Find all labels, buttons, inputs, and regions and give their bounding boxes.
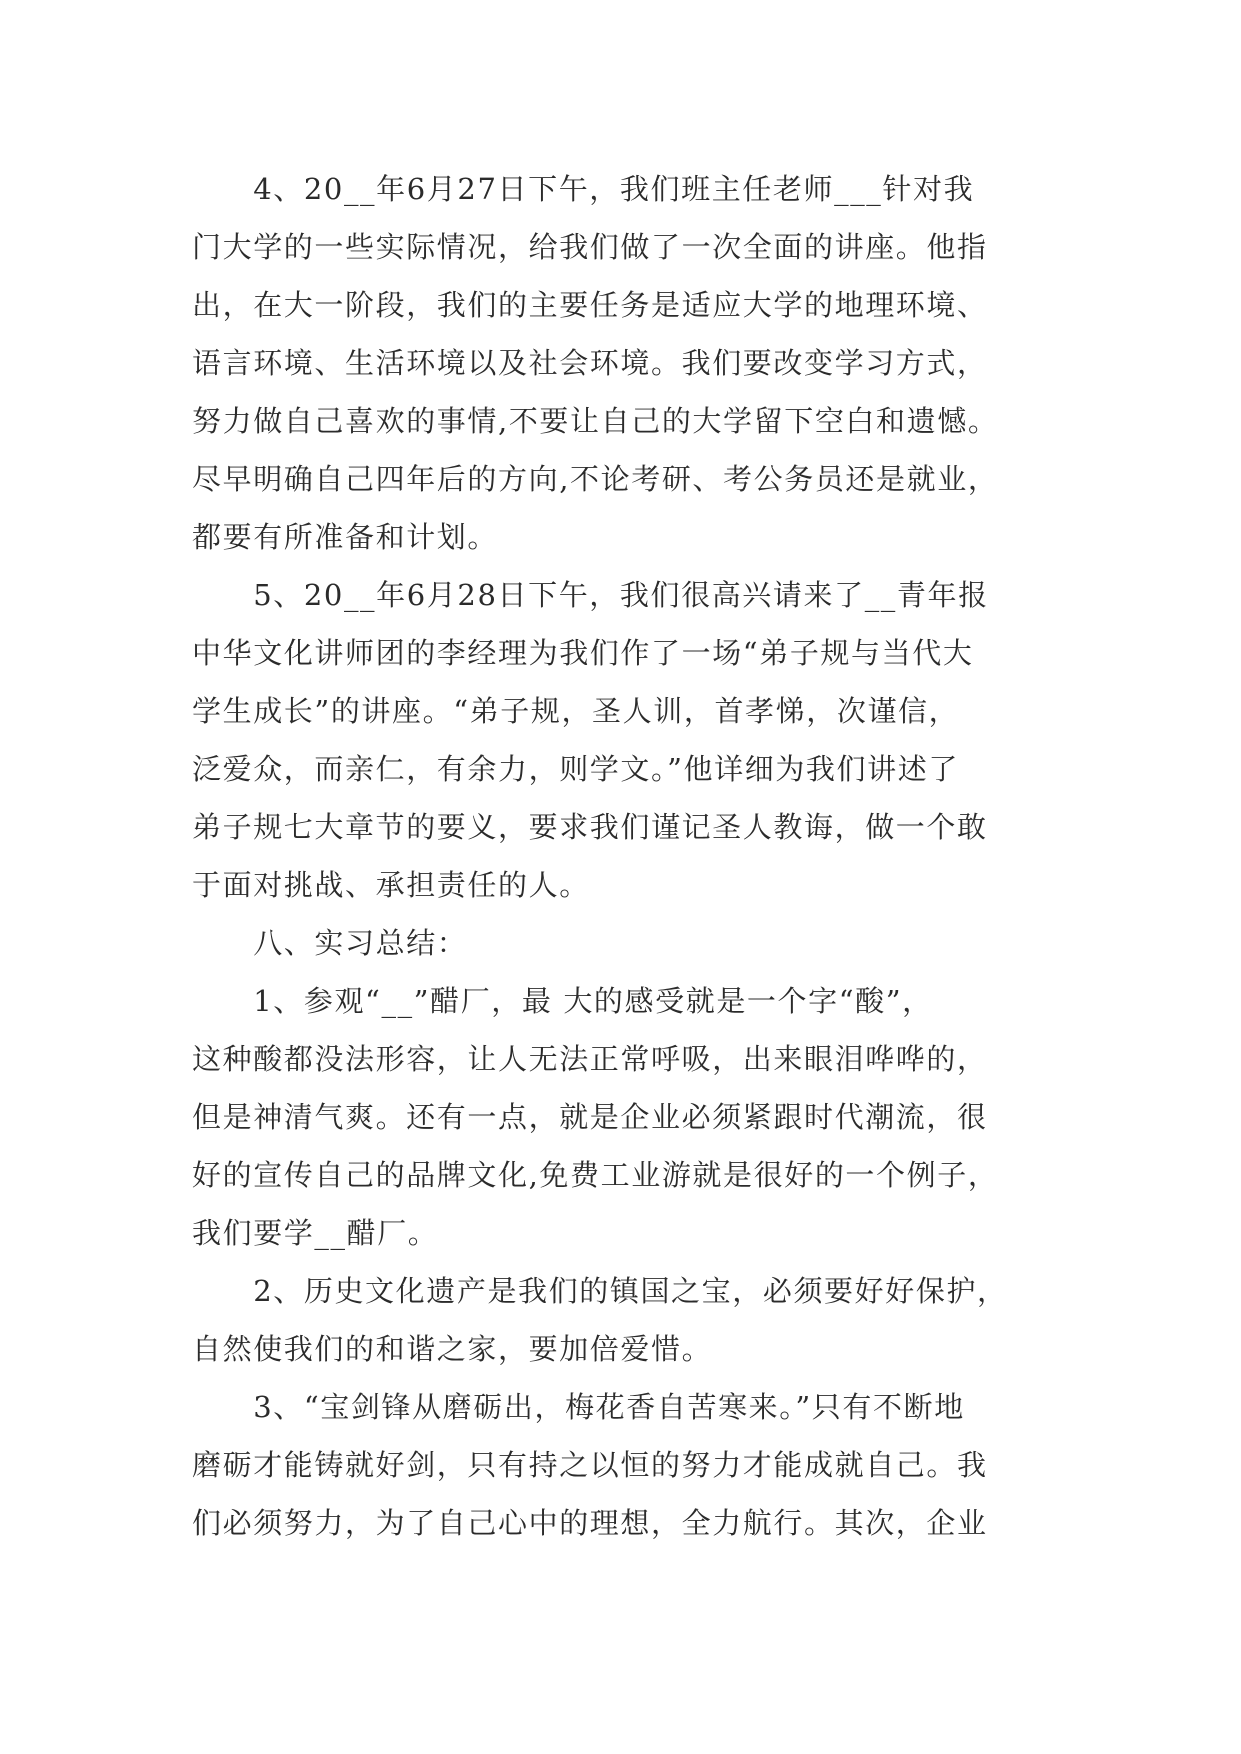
text-line: 于面对挑战、承担责任的人。	[192, 868, 590, 902]
text-line: 都要有所准备和计划。	[192, 520, 499, 554]
text-line: 门大学的一些实际情况，给我们做了一次全面的讲座。他指	[192, 230, 988, 264]
text-line: 5、20__年6月28日下午，我们很高兴请来了__青年报	[192, 578, 989, 612]
text-line: 努力做自己喜欢的事情,不要让自己的大学留下空白和遗憾。	[192, 404, 999, 438]
text-line: 泛爱众，而亲仁，有余力，则学文。”他详细为我们讲述了	[192, 752, 959, 786]
section-heading: 八、实习总结：	[192, 926, 468, 960]
text-line: 好的宣传自己的品牌文化,免费工业游就是很好的一个例子，	[192, 1158, 999, 1192]
document-body	[192, 160, 1072, 1552]
text-line: 2、历史文化遗产是我们的镇国之宝，必须要好好保护，	[192, 1274, 1008, 1308]
text-line: 语言环境、生活环境以及社会环境。我们要改变学习方式，	[192, 346, 988, 380]
text-line: 们必须努力，为了自己心中的理想，全力航行。其次，企业	[192, 1506, 988, 1540]
text-line: 自然使我们的和谐之家，要加倍爱惜。	[192, 1332, 713, 1366]
text-line: 出，在大一阶段，我们的主要任务是适应大学的地理环境、	[192, 288, 988, 322]
text-line: 但是神清气爽。还有一点，就是企业必须紧跟时代潮流，很	[192, 1100, 988, 1134]
text-line: 我们要学__醋厂。	[192, 1216, 439, 1250]
text-line: 弟子规七大章节的要义，要求我们谨记圣人教诲，做一个敢	[192, 810, 988, 844]
text-line: 1、参观“__”醋厂，最 大的感受就是一个字“酸”，	[192, 984, 933, 1018]
text-line: 磨砺才能铸就好剑，只有持之以恒的努力才能成就自己。我	[192, 1448, 988, 1482]
text-line: 中华文化讲师团的李经理为我们作了一场“弟子规与当代大	[192, 636, 974, 670]
text-line: 学生成长”的讲座。“弟子规，圣人训，首孝悌，次谨信，	[192, 694, 960, 728]
text-line: 这种酸都没法形容，让人无法正常呼吸，出来眼泪哗哗的，	[192, 1042, 988, 1076]
text-line: 尽早明确自己四年后的方向,不论考研、考公务员还是就业，	[192, 462, 999, 496]
text-line: 4、20__年6月27日下午，我们班主任老师___针对我	[192, 172, 975, 206]
text-line: 3、“宝剑锋从磨砺出，梅花香自苦寒来。”只有不断地	[192, 1390, 965, 1424]
